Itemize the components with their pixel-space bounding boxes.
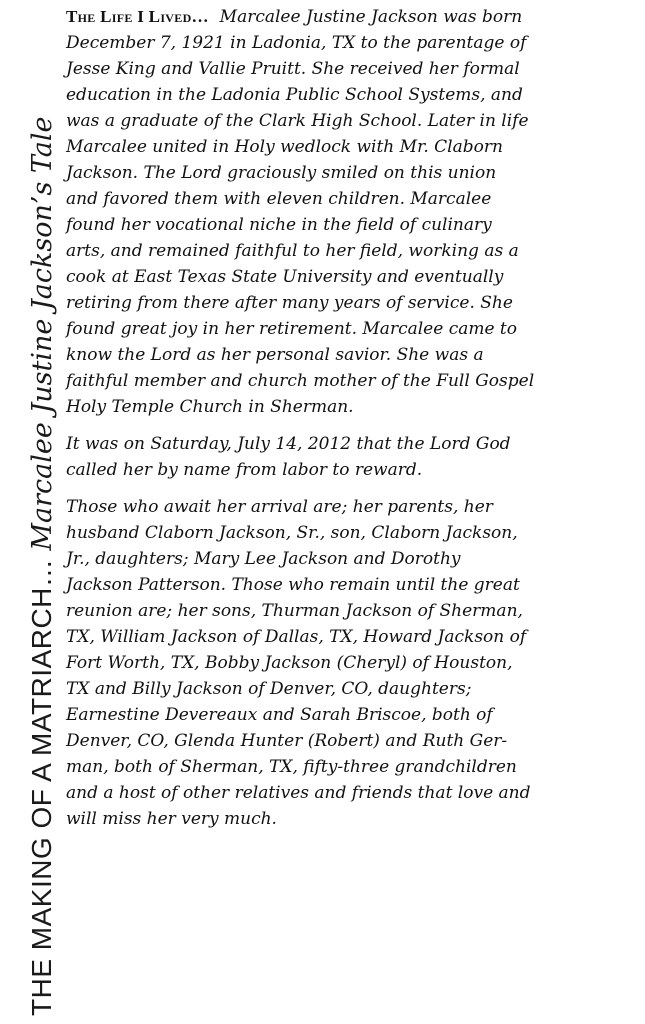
- text-line: found her vocational niche in the field of culinary: [66, 215, 492, 235]
- text-line: Denver, CO, Glenda Hunter (Robert) and Ruth Ger-: [66, 731, 508, 751]
- text-line: cook at East Texas State University and eventually: [66, 267, 504, 287]
- side-title-main: THE MAKING OF A MATRIARCH…: [26, 558, 57, 1016]
- text-line: arts, and remained faithful to her field, working as a: [66, 241, 519, 261]
- paragraph-family: [66, 494, 638, 832]
- text-line: will miss her very much.: [66, 809, 277, 829]
- side-title-banner: [0, 0, 58, 1024]
- text-line: Those who await her arrival are; her parents, her: [66, 497, 493, 517]
- text-line: and a host of other relatives and friends that love and: [66, 783, 531, 803]
- text-line: Earnestine Devereaux and Sarah Briscoe, both of: [66, 705, 493, 725]
- section-heading: The Life I Lived…: [66, 7, 209, 26]
- text-line: Jesse King and Vallie Pruitt. She received her formal: [66, 59, 520, 79]
- side-title-script: Marcalee Justine Jackson’s Tale: [26, 116, 58, 551]
- text-line: [66, 4, 638, 30]
- paragraph-passing: [66, 431, 638, 483]
- text-line: Fort Worth, TX, Bobby Jackson (Cheryl) of Houston,: [66, 653, 513, 673]
- text-line: December 7, 1921 in Ladonia, TX to the parentage of: [66, 33, 527, 53]
- text-line: TX, William Jackson of Dallas, TX, Howard Jackson of: [66, 627, 527, 647]
- text-line: Jr., daughters; Mary Lee Jackson and Dorothy: [66, 549, 461, 569]
- text-line: Jackson. The Lord graciously smiled on this union: [66, 163, 497, 183]
- text-line: TX and Billy Jackson of Denver, CO, daughters;: [66, 679, 472, 699]
- text-line: was a graduate of the Clark High School. Later in life: [66, 111, 529, 131]
- text-line: It was on Saturday, July 14, 2012 that the Lord God: [66, 434, 511, 454]
- text-line: faithful member and church mother of the Full Gospel: [66, 371, 535, 391]
- text-line: Holy Temple Church in Sherman.: [66, 397, 354, 417]
- text-line: reunion are; her sons, Thurman Jackson of Sherman,: [66, 601, 523, 621]
- text-line: education in the Ladonia Public School Systems, and: [66, 85, 523, 105]
- text-line: and favored them with eleven children. Marcalee: [66, 189, 492, 209]
- text-line: retiring from there after many years of service. She: [66, 293, 513, 313]
- text-line: Jackson Patterson. Those who remain until the great: [66, 575, 520, 595]
- text-line: Marcalee united in Holy wedlock with Mr. Claborn: [66, 137, 503, 157]
- text-line: know the Lord as her personal savior. She was a: [66, 345, 484, 365]
- text-line: husband Claborn Jackson, Sr., son, Claborn Jackson,: [66, 523, 518, 543]
- text-line: called her by name from labor to reward.: [66, 460, 423, 480]
- paragraph-life: [66, 4, 638, 420]
- obituary-body: [66, 4, 638, 832]
- text-line: man, both of Sherman, TX, fifty-three grandchildren: [66, 757, 517, 777]
- side-title-rotated: [28, 116, 56, 1016]
- text-line: found great joy in her retirement. Marcalee came to: [66, 319, 517, 339]
- text-line-part: Marcalee Justine Jackson was born: [219, 7, 523, 27]
